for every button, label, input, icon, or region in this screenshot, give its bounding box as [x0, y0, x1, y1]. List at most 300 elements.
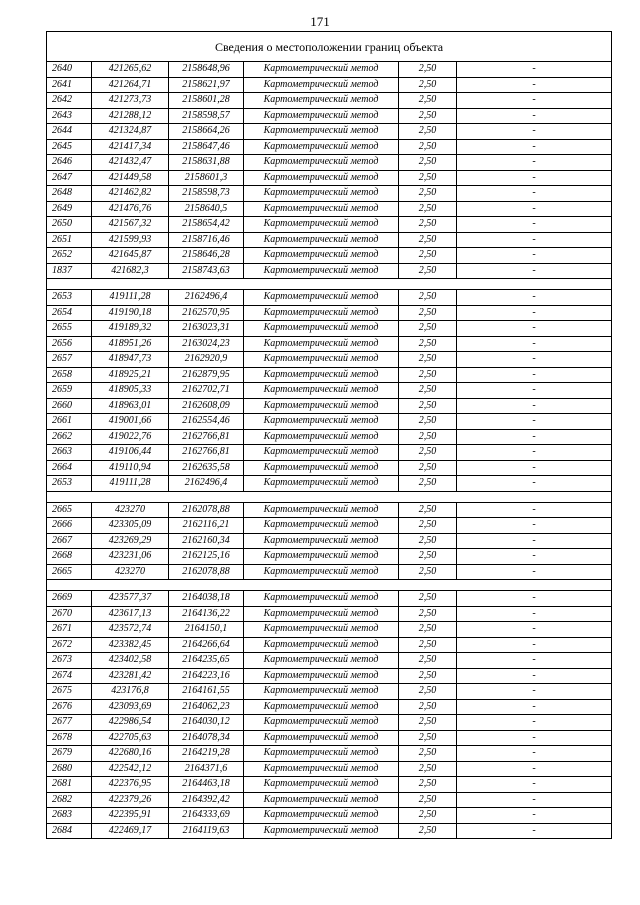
- coord-x-cell: 419022,76: [92, 429, 169, 445]
- point-number-cell: 2674: [47, 668, 92, 684]
- description-cell: -: [457, 414, 612, 430]
- point-number-cell: 2644: [47, 124, 92, 140]
- coord-y-cell: 2162125,16: [169, 549, 244, 565]
- table-row: [47, 792, 612, 808]
- method-cell: Картометрический метод: [244, 564, 399, 580]
- page-number: 171: [310, 14, 330, 29]
- coord-y-cell: 2164150,1: [169, 622, 244, 638]
- table-row: [47, 263, 612, 279]
- point-number-cell: 2660: [47, 398, 92, 414]
- precision-cell: 2,50: [399, 232, 457, 248]
- table-row: [47, 321, 612, 337]
- coord-x-cell: 418963,01: [92, 398, 169, 414]
- point-number-cell: 2676: [47, 699, 92, 715]
- coord-x-cell: 423577,37: [92, 591, 169, 607]
- coord-y-cell: 2158648,96: [169, 62, 244, 78]
- precision-cell: 2,50: [399, 263, 457, 279]
- coord-x-cell: 419111,28: [92, 476, 169, 492]
- coord-y-cell: 2163023,31: [169, 321, 244, 337]
- precision-cell: 2,50: [399, 124, 457, 140]
- precision-cell: 2,50: [399, 502, 457, 518]
- method-cell: Картометрический метод: [244, 201, 399, 217]
- point-number-cell: 2643: [47, 108, 92, 124]
- description-cell: -: [457, 715, 612, 731]
- description-cell: -: [457, 668, 612, 684]
- method-cell: Картометрический метод: [244, 429, 399, 445]
- precision-cell: 2,50: [399, 730, 457, 746]
- coord-y-cell: 2158601,3: [169, 170, 244, 186]
- table-row: [47, 62, 612, 78]
- precision-cell: 2,50: [399, 429, 457, 445]
- description-cell: -: [457, 155, 612, 171]
- precision-cell: 2,50: [399, 653, 457, 669]
- table-row: [47, 591, 612, 607]
- precision-cell: 2,50: [399, 201, 457, 217]
- precision-cell: 2,50: [399, 622, 457, 638]
- method-cell: Картометрический метод: [244, 502, 399, 518]
- coord-y-cell: 2162554,46: [169, 414, 244, 430]
- description-cell: -: [457, 761, 612, 777]
- coord-y-cell: 2162766,81: [169, 429, 244, 445]
- precision-cell: 2,50: [399, 460, 457, 476]
- table-row: [47, 606, 612, 622]
- precision-cell: 2,50: [399, 290, 457, 306]
- precision-cell: 2,50: [399, 414, 457, 430]
- point-number-cell: 2679: [47, 746, 92, 762]
- precision-cell: 2,50: [399, 777, 457, 793]
- coord-x-cell: 421567,32: [92, 217, 169, 233]
- point-number-cell: 2671: [47, 622, 92, 638]
- table-row: [47, 305, 612, 321]
- coord-y-cell: 2158647,46: [169, 139, 244, 155]
- point-number-cell: 2649: [47, 201, 92, 217]
- point-number-cell: 2678: [47, 730, 92, 746]
- coord-y-cell: 2164463,18: [169, 777, 244, 793]
- description-cell: -: [457, 637, 612, 653]
- coord-y-cell: 2164333,69: [169, 808, 244, 824]
- precision-cell: 2,50: [399, 823, 457, 839]
- point-number-cell: 2663: [47, 445, 92, 461]
- method-cell: Картометрический метод: [244, 263, 399, 279]
- method-cell: Картометрический метод: [244, 533, 399, 549]
- precision-cell: 2,50: [399, 93, 457, 109]
- coord-x-cell: 423281,42: [92, 668, 169, 684]
- coord-y-cell: 2163024,23: [169, 336, 244, 352]
- description-cell: -: [457, 518, 612, 534]
- coord-y-cell: 2164161,55: [169, 684, 244, 700]
- method-cell: Картометрический метод: [244, 730, 399, 746]
- table-row: [47, 217, 612, 233]
- table-row: [47, 155, 612, 171]
- precision-cell: 2,50: [399, 715, 457, 731]
- table-row: [47, 808, 612, 824]
- point-number-cell: 2651: [47, 232, 92, 248]
- point-number-cell: 2645: [47, 139, 92, 155]
- precision-cell: 2,50: [399, 637, 457, 653]
- method-cell: Картометрический метод: [244, 715, 399, 731]
- description-cell: -: [457, 336, 612, 352]
- description-cell: -: [457, 684, 612, 700]
- coord-x-cell: 423231,06: [92, 549, 169, 565]
- table-row: [47, 684, 612, 700]
- point-number-cell: 2654: [47, 305, 92, 321]
- table-row: [47, 777, 612, 793]
- coord-x-cell: 423270: [92, 564, 169, 580]
- precision-cell: 2,50: [399, 808, 457, 824]
- method-cell: Картометрический метод: [244, 823, 399, 839]
- table-row: [47, 668, 612, 684]
- method-cell: Картометрический метод: [244, 93, 399, 109]
- point-number-cell: 2647: [47, 170, 92, 186]
- description-cell: -: [457, 263, 612, 279]
- coord-x-cell: 419111,28: [92, 290, 169, 306]
- coord-x-cell: 421288,12: [92, 108, 169, 124]
- precision-cell: 2,50: [399, 139, 457, 155]
- coord-x-cell: 421645,87: [92, 248, 169, 264]
- precision-cell: 2,50: [399, 186, 457, 202]
- point-number-cell: 2673: [47, 653, 92, 669]
- group-separator: [47, 580, 612, 591]
- table-row: [47, 699, 612, 715]
- description-cell: -: [457, 290, 612, 306]
- coord-y-cell: 2162078,88: [169, 502, 244, 518]
- precision-cell: 2,50: [399, 746, 457, 762]
- precision-cell: 2,50: [399, 533, 457, 549]
- method-cell: Картометрический метод: [244, 139, 399, 155]
- coord-y-cell: 2164266,64: [169, 637, 244, 653]
- coord-x-cell: 423270: [92, 502, 169, 518]
- point-number-cell: 2648: [47, 186, 92, 202]
- description-cell: -: [457, 533, 612, 549]
- description-cell: -: [457, 502, 612, 518]
- table-row: [47, 445, 612, 461]
- precision-cell: 2,50: [399, 591, 457, 607]
- table-row: [47, 429, 612, 445]
- method-cell: Картометрический метод: [244, 232, 399, 248]
- table-row: [47, 232, 612, 248]
- description-cell: -: [457, 124, 612, 140]
- coord-y-cell: 2162496,4: [169, 476, 244, 492]
- precision-cell: 2,50: [399, 668, 457, 684]
- coord-x-cell: 423572,74: [92, 622, 169, 638]
- coord-x-cell: 421264,71: [92, 77, 169, 93]
- coord-y-cell: 2158654,42: [169, 217, 244, 233]
- description-cell: -: [457, 93, 612, 109]
- point-number-cell: 2656: [47, 336, 92, 352]
- table-row: [47, 730, 612, 746]
- table-row: [47, 170, 612, 186]
- coord-y-cell: 2162920,9: [169, 352, 244, 368]
- table-row: [47, 622, 612, 638]
- coord-x-cell: 421432,47: [92, 155, 169, 171]
- coord-y-cell: 2164119,63: [169, 823, 244, 839]
- table-row: [47, 124, 612, 140]
- precision-cell: 2,50: [399, 170, 457, 186]
- point-number-cell: 2665: [47, 502, 92, 518]
- table-row: [47, 549, 612, 565]
- description-cell: -: [457, 476, 612, 492]
- coord-x-cell: 423617,13: [92, 606, 169, 622]
- method-cell: Картометрический метод: [244, 336, 399, 352]
- table-row: [47, 637, 612, 653]
- coord-y-cell: 2162160,34: [169, 533, 244, 549]
- precision-cell: 2,50: [399, 108, 457, 124]
- coord-x-cell: 421273,73: [92, 93, 169, 109]
- description-cell: -: [457, 367, 612, 383]
- coord-x-cell: 419110,94: [92, 460, 169, 476]
- coord-y-cell: 2158631,88: [169, 155, 244, 171]
- method-cell: Картометрический метод: [244, 637, 399, 653]
- separator-cell: [47, 580, 612, 591]
- precision-cell: 2,50: [399, 606, 457, 622]
- separator-cell: [47, 279, 612, 290]
- description-cell: -: [457, 777, 612, 793]
- coord-y-cell: 2158640,5: [169, 201, 244, 217]
- table-row: [47, 653, 612, 669]
- precision-cell: 2,50: [399, 305, 457, 321]
- description-cell: -: [457, 321, 612, 337]
- table-row: [47, 77, 612, 93]
- table-row: [47, 518, 612, 534]
- precision-cell: 2,50: [399, 398, 457, 414]
- table-row: [47, 290, 612, 306]
- coord-y-cell: 2162116,21: [169, 518, 244, 534]
- precision-cell: 2,50: [399, 699, 457, 715]
- coord-x-cell: 423176,8: [92, 684, 169, 700]
- method-cell: Картометрический метод: [244, 549, 399, 565]
- coord-y-cell: 2164219,28: [169, 746, 244, 762]
- description-cell: -: [457, 653, 612, 669]
- coord-x-cell: 423305,09: [92, 518, 169, 534]
- method-cell: Картометрический метод: [244, 476, 399, 492]
- description-cell: -: [457, 305, 612, 321]
- method-cell: Картометрический метод: [244, 761, 399, 777]
- table-row: [47, 336, 612, 352]
- description-cell: -: [457, 792, 612, 808]
- coord-x-cell: 422379,26: [92, 792, 169, 808]
- coord-x-cell: 421462,82: [92, 186, 169, 202]
- coord-x-cell: 421417,34: [92, 139, 169, 155]
- coord-x-cell: 421265,62: [92, 62, 169, 78]
- table-row: [47, 823, 612, 839]
- precision-cell: 2,50: [399, 367, 457, 383]
- point-number-cell: 2670: [47, 606, 92, 622]
- coord-y-cell: 2164078,34: [169, 730, 244, 746]
- coord-y-cell: 2162496,4: [169, 290, 244, 306]
- coord-x-cell: 421682,3: [92, 263, 169, 279]
- coord-y-cell: 2158601,28: [169, 93, 244, 109]
- precision-cell: 2,50: [399, 564, 457, 580]
- method-cell: Картометрический метод: [244, 217, 399, 233]
- point-number-cell: 2682: [47, 792, 92, 808]
- coord-x-cell: 421476,76: [92, 201, 169, 217]
- description-cell: -: [457, 77, 612, 93]
- table-row: [47, 414, 612, 430]
- coord-x-cell: 422376,95: [92, 777, 169, 793]
- precision-cell: 2,50: [399, 155, 457, 171]
- precision-cell: 2,50: [399, 352, 457, 368]
- point-number-cell: 2653: [47, 290, 92, 306]
- coord-x-cell: 421599,93: [92, 232, 169, 248]
- boundary-coordinates-table: [46, 31, 612, 839]
- table-row: [47, 502, 612, 518]
- description-cell: -: [457, 564, 612, 580]
- method-cell: Картометрический метод: [244, 606, 399, 622]
- precision-cell: 2,50: [399, 761, 457, 777]
- coord-y-cell: 2162635,58: [169, 460, 244, 476]
- point-number-cell: 2675: [47, 684, 92, 700]
- coord-x-cell: 422705,63: [92, 730, 169, 746]
- description-cell: -: [457, 352, 612, 368]
- coord-y-cell: 2162702,71: [169, 383, 244, 399]
- coord-x-cell: 423382,45: [92, 637, 169, 653]
- description-cell: -: [457, 606, 612, 622]
- point-number-cell: 2662: [47, 429, 92, 445]
- method-cell: Картометрический метод: [244, 699, 399, 715]
- table-row: [47, 108, 612, 124]
- description-cell: -: [457, 248, 612, 264]
- point-number-cell: 2653: [47, 476, 92, 492]
- coord-x-cell: 419106,44: [92, 445, 169, 461]
- description-cell: -: [457, 201, 612, 217]
- coord-y-cell: 2162879,95: [169, 367, 244, 383]
- coord-x-cell: 419001,66: [92, 414, 169, 430]
- point-number-cell: 2680: [47, 761, 92, 777]
- description-cell: -: [457, 170, 612, 186]
- method-cell: Картометрический метод: [244, 668, 399, 684]
- method-cell: Картометрический метод: [244, 352, 399, 368]
- table-row: [47, 476, 612, 492]
- method-cell: Картометрический метод: [244, 684, 399, 700]
- method-cell: Картометрический метод: [244, 653, 399, 669]
- table-row: [47, 139, 612, 155]
- method-cell: Картометрический метод: [244, 62, 399, 78]
- table-row: [47, 715, 612, 731]
- coord-x-cell: 422542,12: [92, 761, 169, 777]
- coord-y-cell: 2162766,81: [169, 445, 244, 461]
- description-cell: -: [457, 232, 612, 248]
- description-cell: -: [457, 460, 612, 476]
- method-cell: Картометрический метод: [244, 518, 399, 534]
- method-cell: Картометрический метод: [244, 398, 399, 414]
- coord-y-cell: 2162570,95: [169, 305, 244, 321]
- method-cell: Картометрический метод: [244, 367, 399, 383]
- precision-cell: 2,50: [399, 518, 457, 534]
- method-cell: Картометрический метод: [244, 414, 399, 430]
- point-number-cell: 2667: [47, 533, 92, 549]
- precision-cell: 2,50: [399, 217, 457, 233]
- point-number-cell: 2646: [47, 155, 92, 171]
- coord-y-cell: 2158646,28: [169, 248, 244, 264]
- precision-cell: 2,50: [399, 549, 457, 565]
- table-row: [47, 352, 612, 368]
- precision-cell: 2,50: [399, 792, 457, 808]
- description-cell: -: [457, 699, 612, 715]
- coord-x-cell: 423093,69: [92, 699, 169, 715]
- point-number-cell: 2640: [47, 62, 92, 78]
- point-number-cell: 2669: [47, 591, 92, 607]
- table-row: [47, 746, 612, 762]
- precision-cell: 2,50: [399, 383, 457, 399]
- method-cell: Картометрический метод: [244, 108, 399, 124]
- table-row: [47, 248, 612, 264]
- coord-x-cell: 423269,29: [92, 533, 169, 549]
- coord-x-cell: 418951,26: [92, 336, 169, 352]
- coord-x-cell: 422395,91: [92, 808, 169, 824]
- table-row: [47, 186, 612, 202]
- description-cell: -: [457, 217, 612, 233]
- precision-cell: 2,50: [399, 248, 457, 264]
- point-number-cell: 2677: [47, 715, 92, 731]
- method-cell: Картометрический метод: [244, 305, 399, 321]
- table-row: [47, 533, 612, 549]
- coord-x-cell: 423402,58: [92, 653, 169, 669]
- method-cell: Картометрический метод: [244, 808, 399, 824]
- method-cell: Картометрический метод: [244, 124, 399, 140]
- table-row: [47, 93, 612, 109]
- description-cell: -: [457, 730, 612, 746]
- coord-y-cell: 2158621,97: [169, 77, 244, 93]
- point-number-cell: 2672: [47, 637, 92, 653]
- method-cell: Картометрический метод: [244, 383, 399, 399]
- coord-y-cell: 2164062,23: [169, 699, 244, 715]
- table-row: [47, 367, 612, 383]
- group-separator: [47, 279, 612, 290]
- coord-y-cell: 2158716,46: [169, 232, 244, 248]
- point-number-cell: 2683: [47, 808, 92, 824]
- precision-cell: 2,50: [399, 62, 457, 78]
- description-cell: -: [457, 549, 612, 565]
- coord-x-cell: 419190,18: [92, 305, 169, 321]
- coord-x-cell: 421449,58: [92, 170, 169, 186]
- point-number-cell: 2665: [47, 564, 92, 580]
- description-cell: -: [457, 622, 612, 638]
- separator-cell: [47, 491, 612, 502]
- method-cell: Картометрический метод: [244, 746, 399, 762]
- precision-cell: 2,50: [399, 684, 457, 700]
- precision-cell: 2,50: [399, 336, 457, 352]
- method-cell: Картометрический метод: [244, 445, 399, 461]
- coord-y-cell: 2158598,57: [169, 108, 244, 124]
- description-cell: -: [457, 108, 612, 124]
- method-cell: Картометрический метод: [244, 622, 399, 638]
- coord-x-cell: 418905,33: [92, 383, 169, 399]
- table-row: [47, 460, 612, 476]
- point-number-cell: 1837: [47, 263, 92, 279]
- coord-y-cell: 2164030,12: [169, 715, 244, 731]
- table-row: [47, 201, 612, 217]
- method-cell: Картометрический метод: [244, 777, 399, 793]
- description-cell: -: [457, 139, 612, 155]
- precision-cell: 2,50: [399, 476, 457, 492]
- description-cell: -: [457, 445, 612, 461]
- method-cell: Картометрический метод: [244, 77, 399, 93]
- point-number-cell: 2666: [47, 518, 92, 534]
- method-cell: Картометрический метод: [244, 248, 399, 264]
- method-cell: Картометрический метод: [244, 186, 399, 202]
- coord-x-cell: 419189,32: [92, 321, 169, 337]
- coord-x-cell: 422986,54: [92, 715, 169, 731]
- coord-y-cell: 2162078,88: [169, 564, 244, 580]
- coord-y-cell: 2164136,22: [169, 606, 244, 622]
- point-number-cell: 2642: [47, 93, 92, 109]
- table-row: [47, 761, 612, 777]
- description-cell: -: [457, 62, 612, 78]
- coord-y-cell: 2158664,26: [169, 124, 244, 140]
- coord-y-cell: 2162608,09: [169, 398, 244, 414]
- precision-cell: 2,50: [399, 321, 457, 337]
- coord-y-cell: 2164038,18: [169, 591, 244, 607]
